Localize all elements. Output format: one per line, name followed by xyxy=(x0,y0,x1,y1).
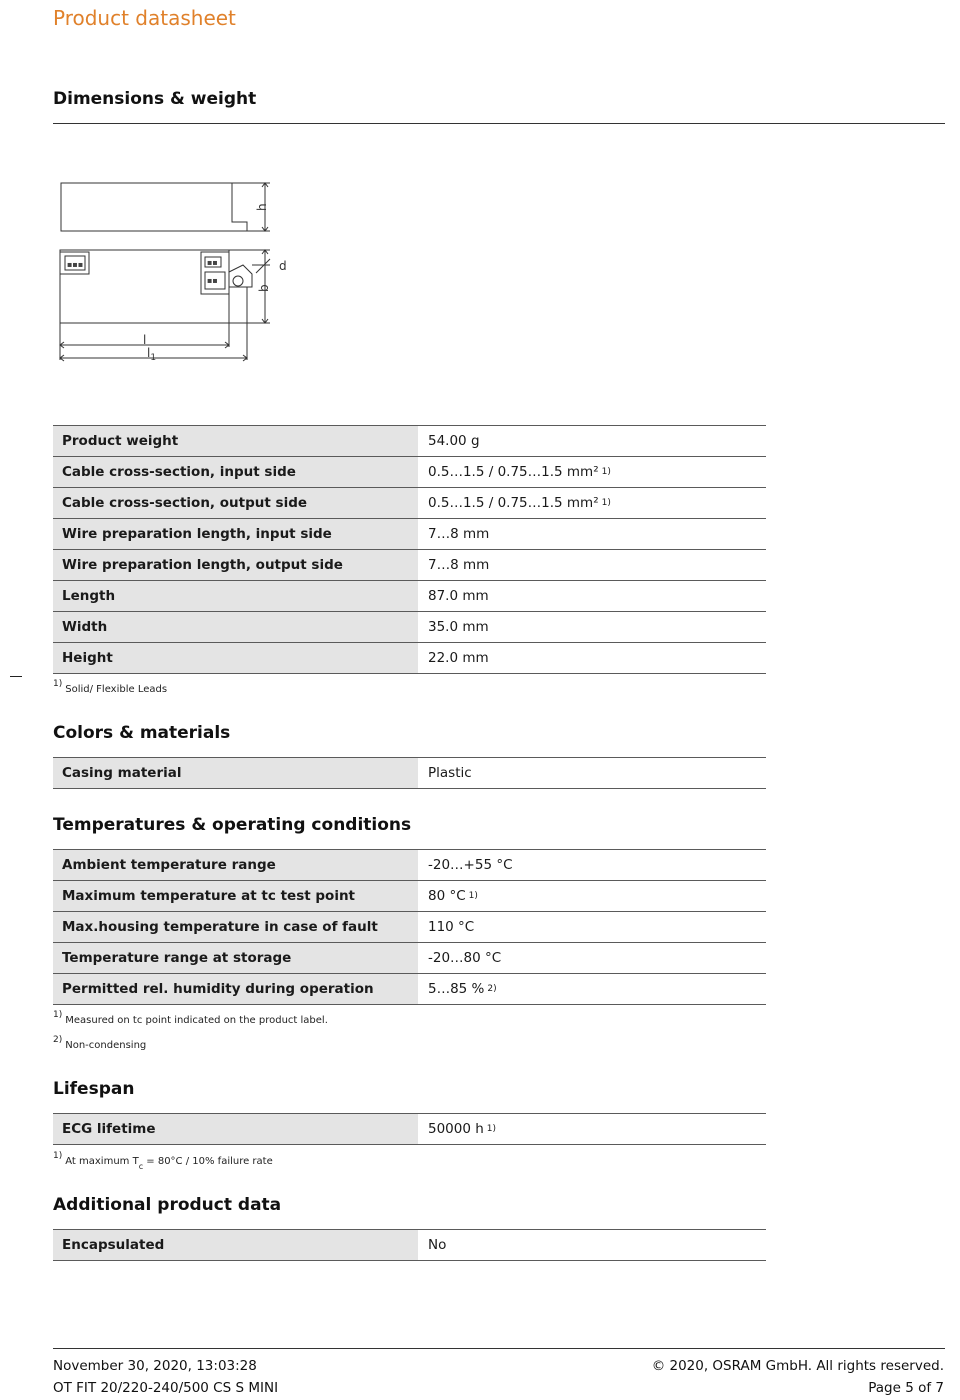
dimension-label-h: h xyxy=(255,203,269,211)
dimension-drawing xyxy=(52,175,312,370)
table-row: Encapsulated No xyxy=(53,1229,766,1261)
section-divider xyxy=(53,123,945,124)
table-row: Ambient temperature range -20…+55 °C xyxy=(53,849,766,880)
table-row: Wire preparation length, output side 7…8 mm xyxy=(53,549,766,580)
document-title: Product datasheet xyxy=(53,6,236,30)
footnote: $^{1)}$ At maximum $T_c = 80^\circ C / 10\%$ failure rate xyxy=(53,1151,273,1171)
lifespan-table xyxy=(53,1113,766,1145)
table-row: Width 35.0 mm xyxy=(53,611,766,642)
table-row: Product weight 54.00 g xyxy=(53,425,766,456)
footer-product: OT FIT 20/220-240/500 CS S MINI xyxy=(53,1380,279,1396)
footer-page-number: Page 5 of 7 xyxy=(868,1380,944,1396)
section-heading-lifespan: Lifespan xyxy=(53,1079,135,1099)
section-heading-colors: Colors & materials xyxy=(53,723,231,743)
terminal-label: ▪▪ xyxy=(207,258,218,267)
table-row: Casing material Plastic xyxy=(53,757,766,789)
terminal-label: ▪▪ xyxy=(207,276,218,285)
section-heading-temperatures: Temperatures & operating conditions xyxy=(53,815,412,835)
temperatures-table xyxy=(53,849,766,1005)
margin-mark xyxy=(10,676,22,677)
table-row: Length 87.0 mm xyxy=(53,580,766,611)
footnote: $^{1)}$ Measured on tc point indicated on the product label. xyxy=(53,1010,328,1026)
footnote: $^{2)}$ Non-condensing xyxy=(53,1035,147,1051)
table-row: Max.housing temperature in case of fault 110 °C xyxy=(53,911,766,942)
colors-table xyxy=(53,757,766,789)
table-row: Cable cross-section, output side 0.5…1.5 / 0.75…1.5 mm² 1) xyxy=(53,487,766,518)
section-heading-dimensions: Dimensions & weight xyxy=(53,89,257,109)
footer-divider xyxy=(53,1348,945,1349)
table-row: Maximum temperature at tc test point 80 °C 1) xyxy=(53,880,766,911)
table-row: Permitted rel. humidity during operation 5…85 % 2) xyxy=(53,973,766,1005)
section-heading-additional: Additional product data xyxy=(53,1195,282,1215)
footer-copyright: © 2020, OSRAM GmbH. All rights reserved. xyxy=(651,1358,944,1374)
additional-table xyxy=(53,1229,766,1261)
dimension-label-d: d xyxy=(279,259,287,273)
side-view-outline xyxy=(61,183,247,231)
footnote: $^{1)}$ Solid/ Flexible Leads xyxy=(53,679,168,695)
table-row: Wire preparation length, input side 7…8 mm xyxy=(53,518,766,549)
table-row: ECG lifetime 50000 h 1) xyxy=(53,1113,766,1145)
terminal-label: ▪▪▪ xyxy=(67,260,84,269)
table-row: Cable cross-section, input side 0.5…1.5 / 0.75…1.5 mm² 1) xyxy=(53,456,766,487)
dimension-label-l1: $l_1$ xyxy=(147,346,157,363)
dimension-label-l: l xyxy=(143,333,147,347)
footer-date: November 30, 2020, 13:03:28 xyxy=(53,1358,257,1374)
table-row: Temperature range at storage -20…80 °C xyxy=(53,942,766,973)
dimensions-table xyxy=(53,425,766,674)
table-row: Height 22.0 mm xyxy=(53,642,766,674)
dimension-label-b: b xyxy=(257,284,271,292)
